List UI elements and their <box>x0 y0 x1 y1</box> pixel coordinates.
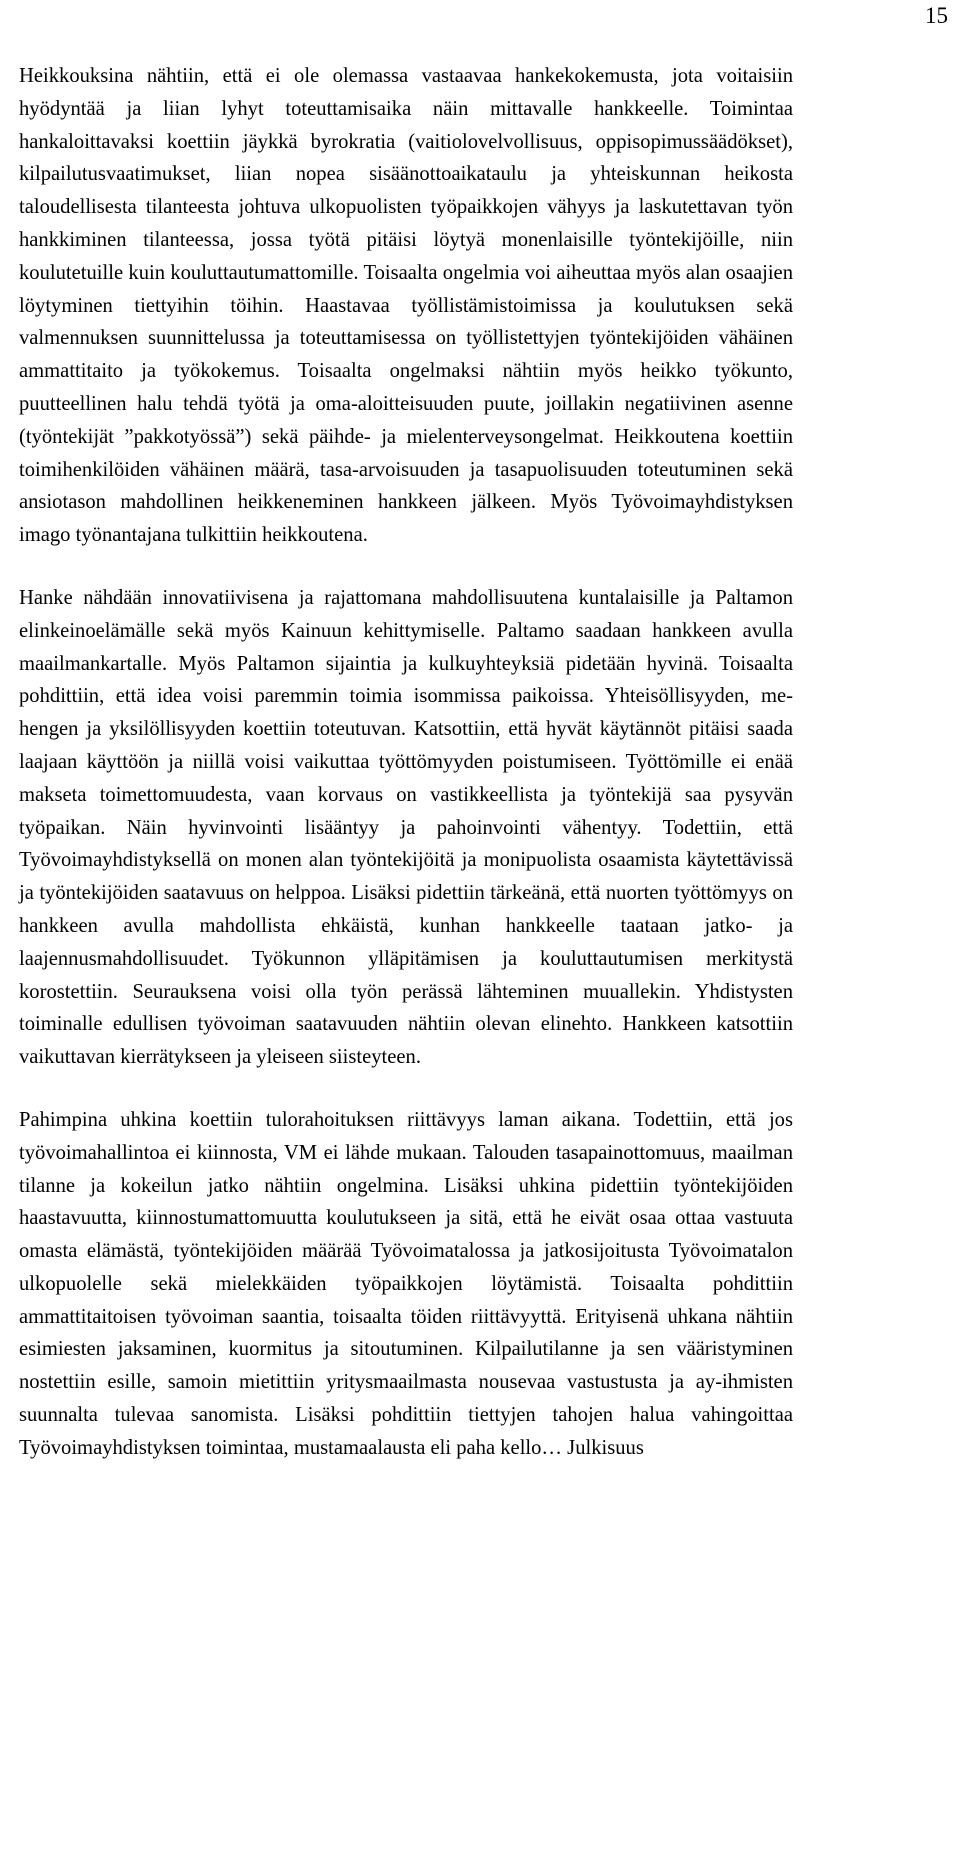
paragraph-opportunities: Hanke nähdään innovatiivisena ja rajattomana mahdollisuutena kuntalaisille ja Paltamon elinkeinoelämälle sekä myös Kainuun kehittymiselle. Paltamo saadaan hankkeen avulla maailmankartalle. Myös Paltamon sijaintia ja kulkuyhteyksiä pidetään hyvinä. Toisaalta pohdittiin, että idea voisi paremmin toimia isommissa paikoissa. Yhteisöllisyyden, me-hengen ja yksilöllisyyden koettiin toteutuvan. Katsottiin, että hyvät käytännöt pitäisi saada laajaan käyttöön ja niillä voisi vaikuttaa työttömyyden poistumiseen. Työttömille ei enää makseta toimettomuudesta, vaan korvaus on vastikkeellista ja työntekijä saa pysyvän työpaikan. Näin hyvinvointi lisääntyy ja pahoinvointi vähentyy. Todettiin, että Työvoimayhdistyksellä on monen alan työntekijöitä ja monipuolista osaamista käytettävissä ja työntekijöiden saatavuus on helppoa. Lisäksi pidettiin tärkeänä, että nuorten työttömyys on hankkeen avulla mahdollista ehkäistä, kunhan hankkeelle taataan jatko- ja laajennusmahdollisuudet. Työkunnon ylläpitämisen ja kouluttautumisen merkitystä korostettiin. Seurauksena voisi olla työn perässä lähteminen muuallekin. Yhdistysten toiminalle edullisen työvoiman saatavuuden nähtiin olevan elinehto. Hankkeen katsottiin vaikuttavan kierrätykseen ja yleiseen siisteyteen. <box>19 586 793 1069</box>
body-text <box>19 60 793 1465</box>
paragraph-threats: Pahimpina uhkina koettiin tulorahoituksen riittävyys laman aikana. Todettiin, että jos työvoimahallintoa ei kiinnosta, VM ei lähde mukaan. Talouden tasapainottomuus, maailman tilanne ja kokeilun jatko nähtiin ongelmina. Lisäksi uhkina pidettiin työntekijöiden haastavuutta, kiinnostumattomuutta koulutukseen ja sitä, että he eivät osaa ottaa vastuuta omasta elämästä, työntekijöiden määrää Työvoimatalossa ja jatkosijoitusta Työvoimatalon ulkopuolelle sekä mielekkäiden työpaikkojen löytämistä. Toisaalta pohdittiin ammattitaitoisen työvoiman saantia, toisaalta töiden riittävyyttä. Erityisenä uhkana nähtiin esimiesten jaksaminen, kuormitus ja sitoutuminen. Kilpailutilanne ja sen vääristyminen nostettiin esille, samoin mietittiin yritysmaailmasta nousevaa vastustusta ja ay-ihmisten suunnalta tulevaa sanomista. Lisäksi pohdittiin tiettyjen tahojen halua vahingoittaa Työvoimayhdistyksen toimintaa, mustamaalausta eli paha kello… Julkisuus <box>19 1108 793 1459</box>
paragraph-weaknesses: Heikkouksina nähtiin, että ei ole olemassa vastaavaa hankekokemusta, jota voitaisiin hyödyntää ja liian lyhyt toteuttamisaika näin mittavalle hankkeelle. Toimintaa hankaloittavaksi koettiin jäykkä byrokratia (vaitiolovelvollisuus, oppisopimussäädökset), kilpailutusvaatimukset, liian nopea sisäänottoaikataulu ja yhteiskunnan heikosta taloudellisesta tilanteesta johtuva ulkopuolisten työpaikkojen vähyys ja laskutettavan työn hankkiminen tilanteessa, jossa työtä pitäisi löytyä monenlaisille työntekijöille, niin koulutetuille kuin kouluttautumattomille. Toisaalta ongelmia voi aiheuttaa myös alan osaajien löytyminen tiettyihin töihin. Haastavaa työllistämistoimissa ja koulutuksen sekä valmennuksen suunnittelussa ja toteuttamisessa on työllistettyjen työntekijöiden vähäinen ammattitaito ja työkokemus. Toisaalta ongelmaksi nähtiin myös heikko työkunto, puutteellinen halu tehdä työtä ja oma-aloitteisuuden puute, joillakin negatiivinen asenne (työntekijät ”pakkotyössä”) sekä päihde- ja mielenterveysongelmat. Heikkoutena koettiin toimihenkilöiden vähäinen määrä, tasa-arvoisuuden ja tasapuolisuuden toteutuminen sekä ansiotason mahdollinen heikkeneminen hankkeen jälkeen. Myös Työvoimayhdistyksen imago työnantajana tulkittiin heikkoutena. <box>19 65 793 547</box>
page-number: 15 <box>925 3 948 28</box>
